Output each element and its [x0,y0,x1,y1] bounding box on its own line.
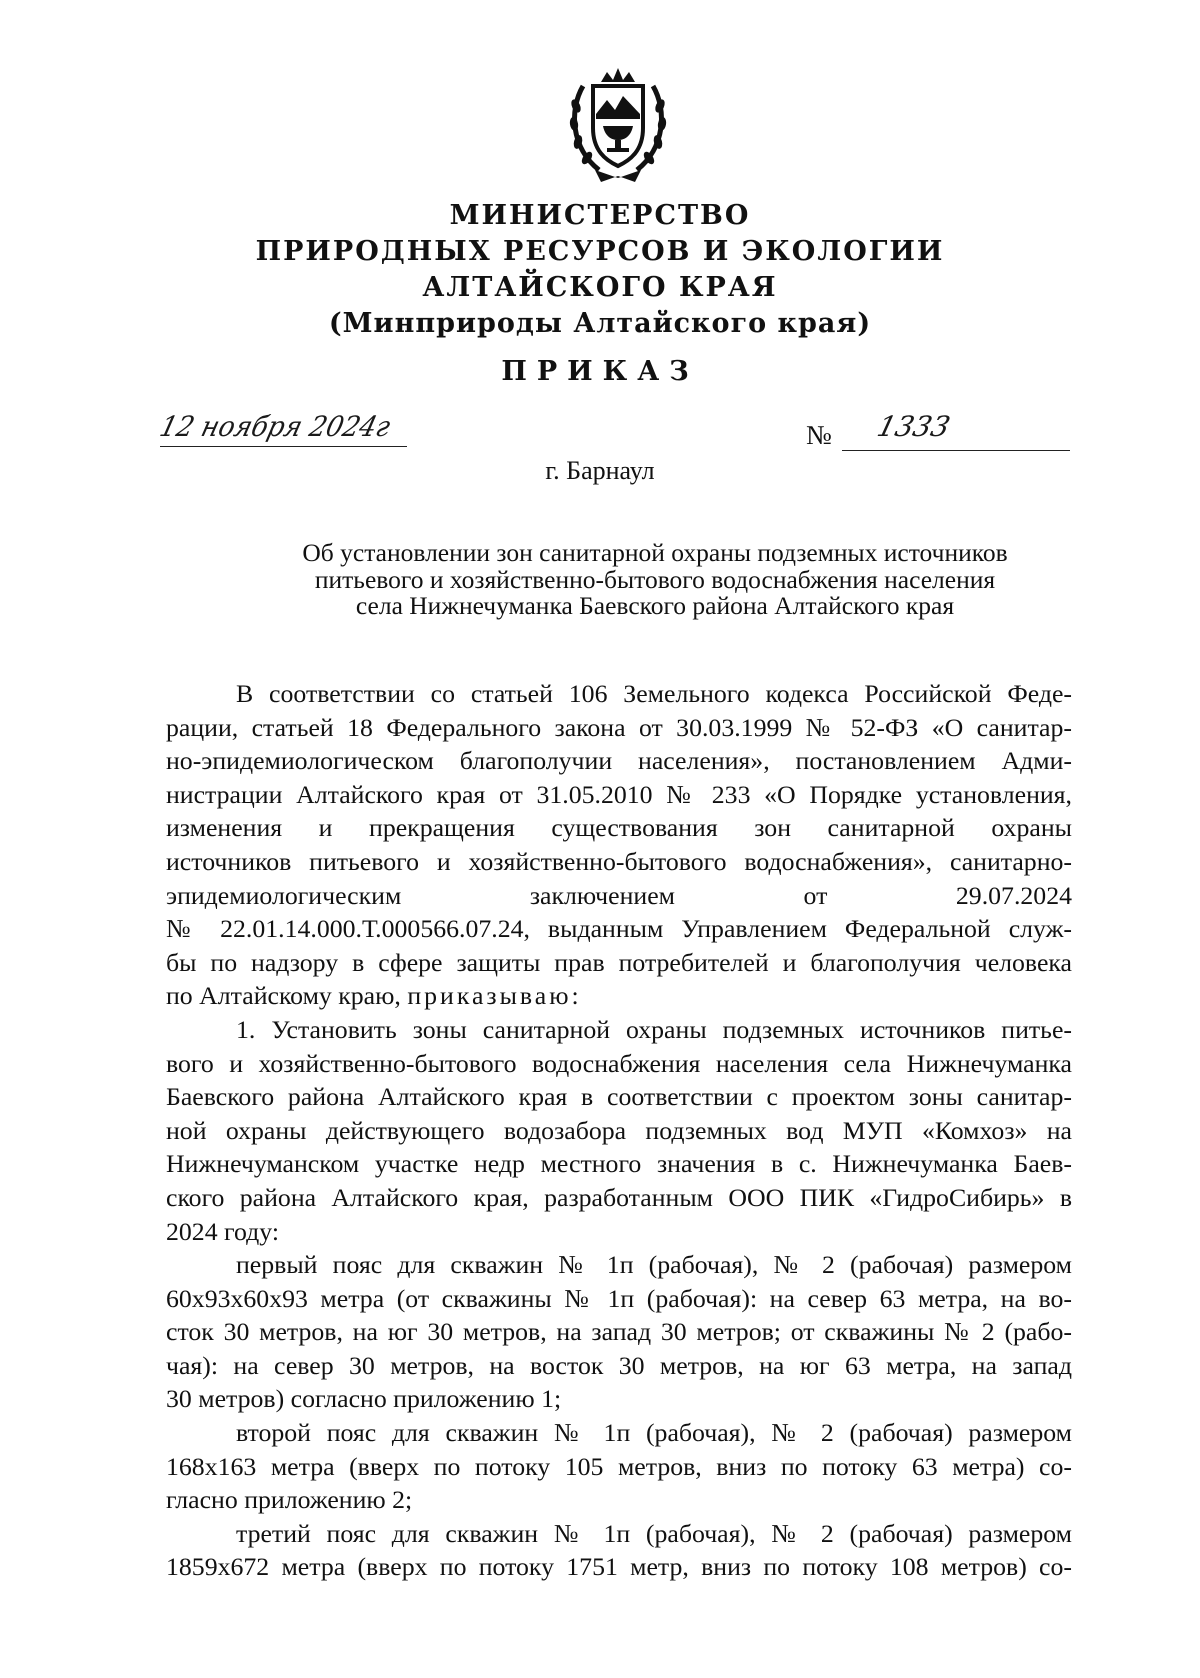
body-line: эпидемиологическим заключением от 29.07.2024 [166,880,1072,910]
city: г. Барнаул [545,456,655,485]
body-line: третий пояс для скважин № 1п (рабочая), № 2 (рабочая) размером [236,1518,1072,1548]
body-line: Баевского района Алтайского края в соответствии с проектом зоны санитар- [166,1082,1072,1112]
ministry-name-line-1: МИНИСТЕРСТВО [449,200,751,231]
body-line: но-эпидемиологическом благополучии населения», постановлением Адми- [166,746,1072,776]
subject-line: Об установлении зон санитарной охраны подземных источников [302,538,1008,567]
ministry-header [0,198,1200,342]
body-line: 60х93х60х93 метра (от скважины № 1п (рабочая): на север 63 метра, на во- [166,1283,1072,1313]
body-line: второй пояс для скважин № 1п (рабочая), № 2 (рабочая) размером [236,1418,1072,1448]
ministry-short-name: (Минприроды Алтайского края) [328,308,872,339]
body-line: бы по надзору в сфере защиты прав потребителей и благополучия человека [166,947,1072,977]
body-line: В соответствии со статьей 106 Земельного кодекса Российской Феде- [236,679,1072,708]
order-number-label: № [806,420,832,450]
body-line: 1859х672 метра (вверх по потоку 1751 метр, вниз по потоку 108 метров) со- [166,1552,1072,1582]
handwritten-date: 12 ноября 2024г [156,410,394,443]
body-line: ной охраны действующего водозабора подземных вод МУП «Комхоз» на [166,1115,1072,1145]
ministry-name-line-2: ПРИРОДНЫХ РЕСУРСОВ И ЭКОЛОГИИ [255,236,945,267]
body-line: рации, статьей 18 Федерального закона от 30.03.1999 № 52-ФЗ «О санитар- [166,712,1072,742]
body-line: 168х163 метра (вверх по потоку 105 метров, вниз по потоку 63 метра) со- [166,1451,1072,1481]
order-subject [255,540,1055,620]
body-line: Нижнечуманском участке недр местного значения в с. Нижнечуманка Баев- [166,1149,1072,1179]
body-line: вого и хозяйственно-бытового водоснабжения населения села Нижнечуманка [166,1048,1072,1078]
body-line: нистрации Алтайского края от 31.05.2010 № 233 «О Порядке установления, [166,779,1072,809]
body-line: первый пояс для скважин № 1п (рабочая), № 2 (рабочая) размером [236,1250,1072,1280]
body-line: чая): на север 30 метров, на восток 30 метров, на юг 63 метра, на запад [166,1350,1072,1380]
handwritten-order-number: 1333 [873,410,954,443]
order-body [166,677,1072,1584]
date-underline [160,446,407,447]
body-line: гласно приложению 2; [166,1485,413,1515]
ministry-name-line-3: АЛТАЙСКОГО КРАЯ [422,272,778,303]
body-line: изменения и прекращения существования зон санитарной охраны [166,813,1072,843]
body-line: сток 30 метров, на юг 30 метров, на запад 30 метров; от скважины № 2 (рабо- [166,1317,1072,1347]
number-underline [842,450,1070,451]
body-line: 2024 году: [166,1216,279,1246]
body-text-fragment: по Алтайскому краю, [166,981,408,1011]
body-line [166,979,1072,1013]
document-type-title: ПРИКАЗ [501,356,699,387]
body-line: 30 метров) согласно приложению 1; [166,1384,562,1414]
order-command-word: приказываю: [407,981,582,1011]
body-line: ского района Алтайского края, разработанным ООО ПИК «ГидроСибирь» в [166,1182,1072,1212]
body-line: № 22.01.14.000.Т.000566.07.24, выданным Управлением Федеральной служ- [166,914,1072,944]
subject-line: села Нижнечуманка Баевского района Алтайского края [355,591,955,620]
coat-of-arms-icon [565,66,671,184]
body-line: источников питьевого и хозяйственно-бытового водоснабжения», санитарно- [166,846,1072,876]
subject-line: питьевого и хозяйственно-бытового водоснабжения населения [314,564,996,594]
body-line: 1. Установить зоны санитарной охраны подземных источников питье- [236,1014,1072,1044]
